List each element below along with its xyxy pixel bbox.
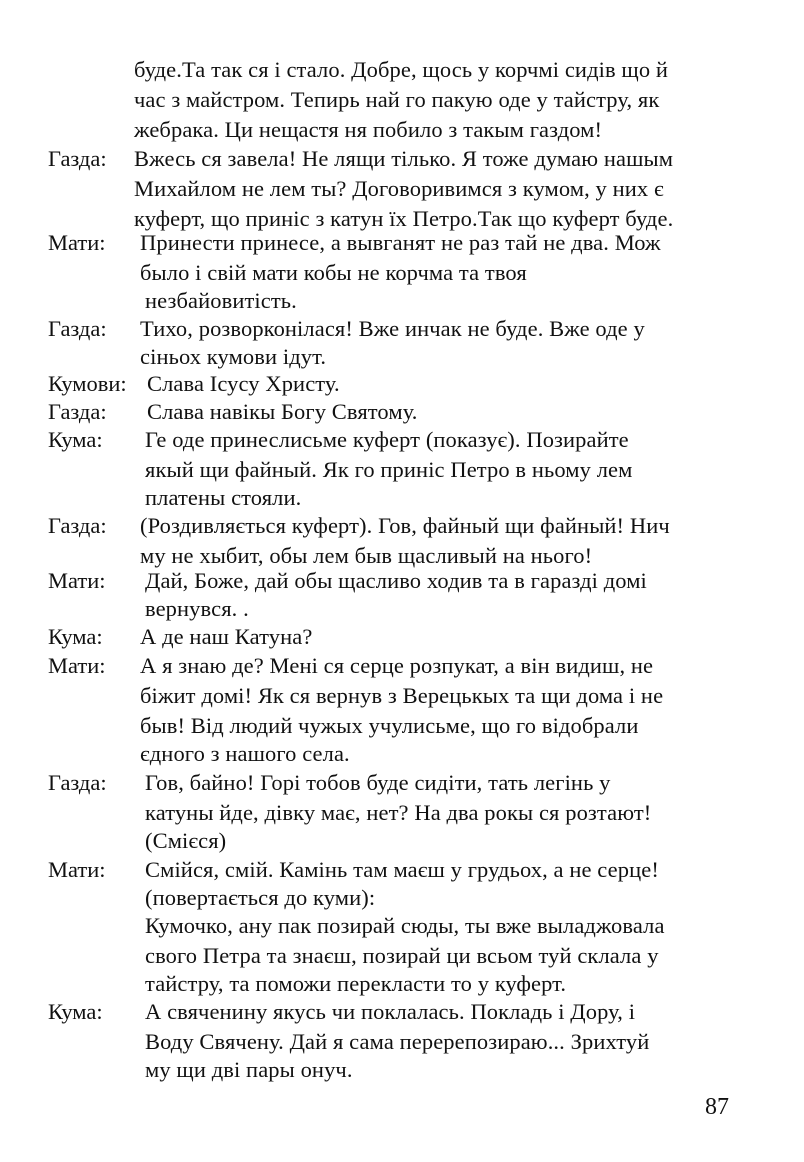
speaker-label: Кума: bbox=[48, 624, 103, 649]
dialogue-line: (Смієся) bbox=[145, 828, 227, 853]
dialogue-line: А свяченину якусь чи поклалась. Покладь і Дору, і bbox=[145, 999, 636, 1024]
dialogue-line: жебрака. Ци нещастя ня побило з такым газдом! bbox=[134, 117, 603, 142]
dialogue-line: куферт, що приніс з катун їх Петро.Так що куферт буде. bbox=[134, 206, 674, 231]
speaker-label: Газда: bbox=[48, 513, 107, 538]
dialogue-line: сіньох кумови ідут. bbox=[140, 344, 327, 369]
dialogue-line: му не хыбит, обы лем быв щасливый на нього! bbox=[140, 543, 593, 568]
speaker-label: Кума: bbox=[48, 999, 103, 1024]
dialogue-line: Вжесь ся завела! Не лящи тілько. Я тоже думаю нашым bbox=[134, 146, 674, 171]
dialogue-line: быв! Від людий чужых учулисьме, що го відобрали bbox=[140, 713, 639, 738]
speaker-label: Кума: bbox=[48, 427, 103, 452]
dialogue-line: Тихо, розворконілася! Вже инчак не буде. Вже оде у bbox=[140, 316, 645, 341]
dialogue-line: (повертається до куми): bbox=[145, 885, 376, 910]
dialogue-line: тайстру, та поможи перекласти то у куферт. bbox=[145, 971, 567, 996]
dialogue-line: незбайовитість. bbox=[145, 288, 297, 313]
speaker-label: Кумови: bbox=[48, 371, 127, 396]
speaker-label: Газда: bbox=[48, 316, 107, 341]
dialogue-line: А де наш Катуна? bbox=[140, 624, 313, 649]
dialogue-line: катуны йде, дівку має, нет? На два рокы ся розтают! bbox=[145, 800, 652, 825]
speaker-label: Мати: bbox=[48, 653, 106, 678]
dialogue-line: свого Петра та знаєш, позирай ци всьом туй склала у bbox=[145, 943, 659, 968]
dialogue-line: час з майстром. Тепирь най го пакую оде у тайстру, як bbox=[134, 87, 660, 112]
speaker-label: Мати: bbox=[48, 857, 106, 882]
dialogue-line: буде.Та так ся і стало. Добре, щось у корчмі сидів що й bbox=[134, 57, 669, 82]
dialogue-line: Слава навікы Богу Святому. bbox=[147, 399, 418, 424]
dialogue-line: Принести принесе, а вывганят не раз тай не два. Мож bbox=[140, 230, 661, 255]
dialogue-line: єдного з нашого села. bbox=[140, 741, 350, 766]
dialogue-line: Воду Свячену. Дай я сама перерепозираю... Зрихтуй bbox=[145, 1029, 650, 1054]
dialogue-line: якый щи файный. Як го приніс Петро в ньому лем bbox=[145, 457, 633, 482]
dialogue-line: платены стояли. bbox=[145, 485, 302, 510]
dialogue-line: Дай, Боже, дай обы щасливо ходив та в гаразді домі bbox=[145, 568, 647, 593]
speaker-label: Газда: bbox=[48, 399, 107, 424]
dialogue-line: было і свій мати кобы не корчма та твоя bbox=[140, 260, 527, 285]
dialogue-line: Гов, байно! Горі тобов буде сидіти, тать легінь у bbox=[145, 770, 611, 795]
page-number: 87 bbox=[705, 1094, 729, 1120]
dialogue-line: Ге оде принеслисьме куферт (показує). Позирайте bbox=[145, 427, 629, 452]
dialogue-line: Михайлом не лем ты? Договоривимся з кумом, у них є bbox=[134, 176, 664, 201]
dialogue-line: Смійся, смій. Камінь там маєш у грудьох, а не серце! bbox=[145, 857, 659, 882]
dialogue-line: вернувся. . bbox=[145, 596, 249, 621]
dialogue-line: Кумочко, ану пак позирай сюды, ты вже выладжовала bbox=[145, 913, 665, 938]
speaker-label: Газда: bbox=[48, 770, 107, 795]
dialogue-line: біжит домі! Як ся вернув з Верецькых та щи дома і не bbox=[140, 683, 664, 708]
speaker-label: Мати: bbox=[48, 230, 106, 255]
dialogue-line: А я знаю де? Мені ся серце розпукат, а він видиш, не bbox=[140, 653, 654, 678]
dialogue-line: Слава Ісусу Христу. bbox=[147, 371, 340, 396]
speaker-label: Газда: bbox=[48, 146, 107, 171]
dialogue-line: (Роздивляється куферт). Гов, файный щи файный! Нич bbox=[140, 513, 670, 538]
dialogue-line: му щи дві пары онуч. bbox=[145, 1057, 353, 1082]
speaker-label: Мати: bbox=[48, 568, 106, 593]
